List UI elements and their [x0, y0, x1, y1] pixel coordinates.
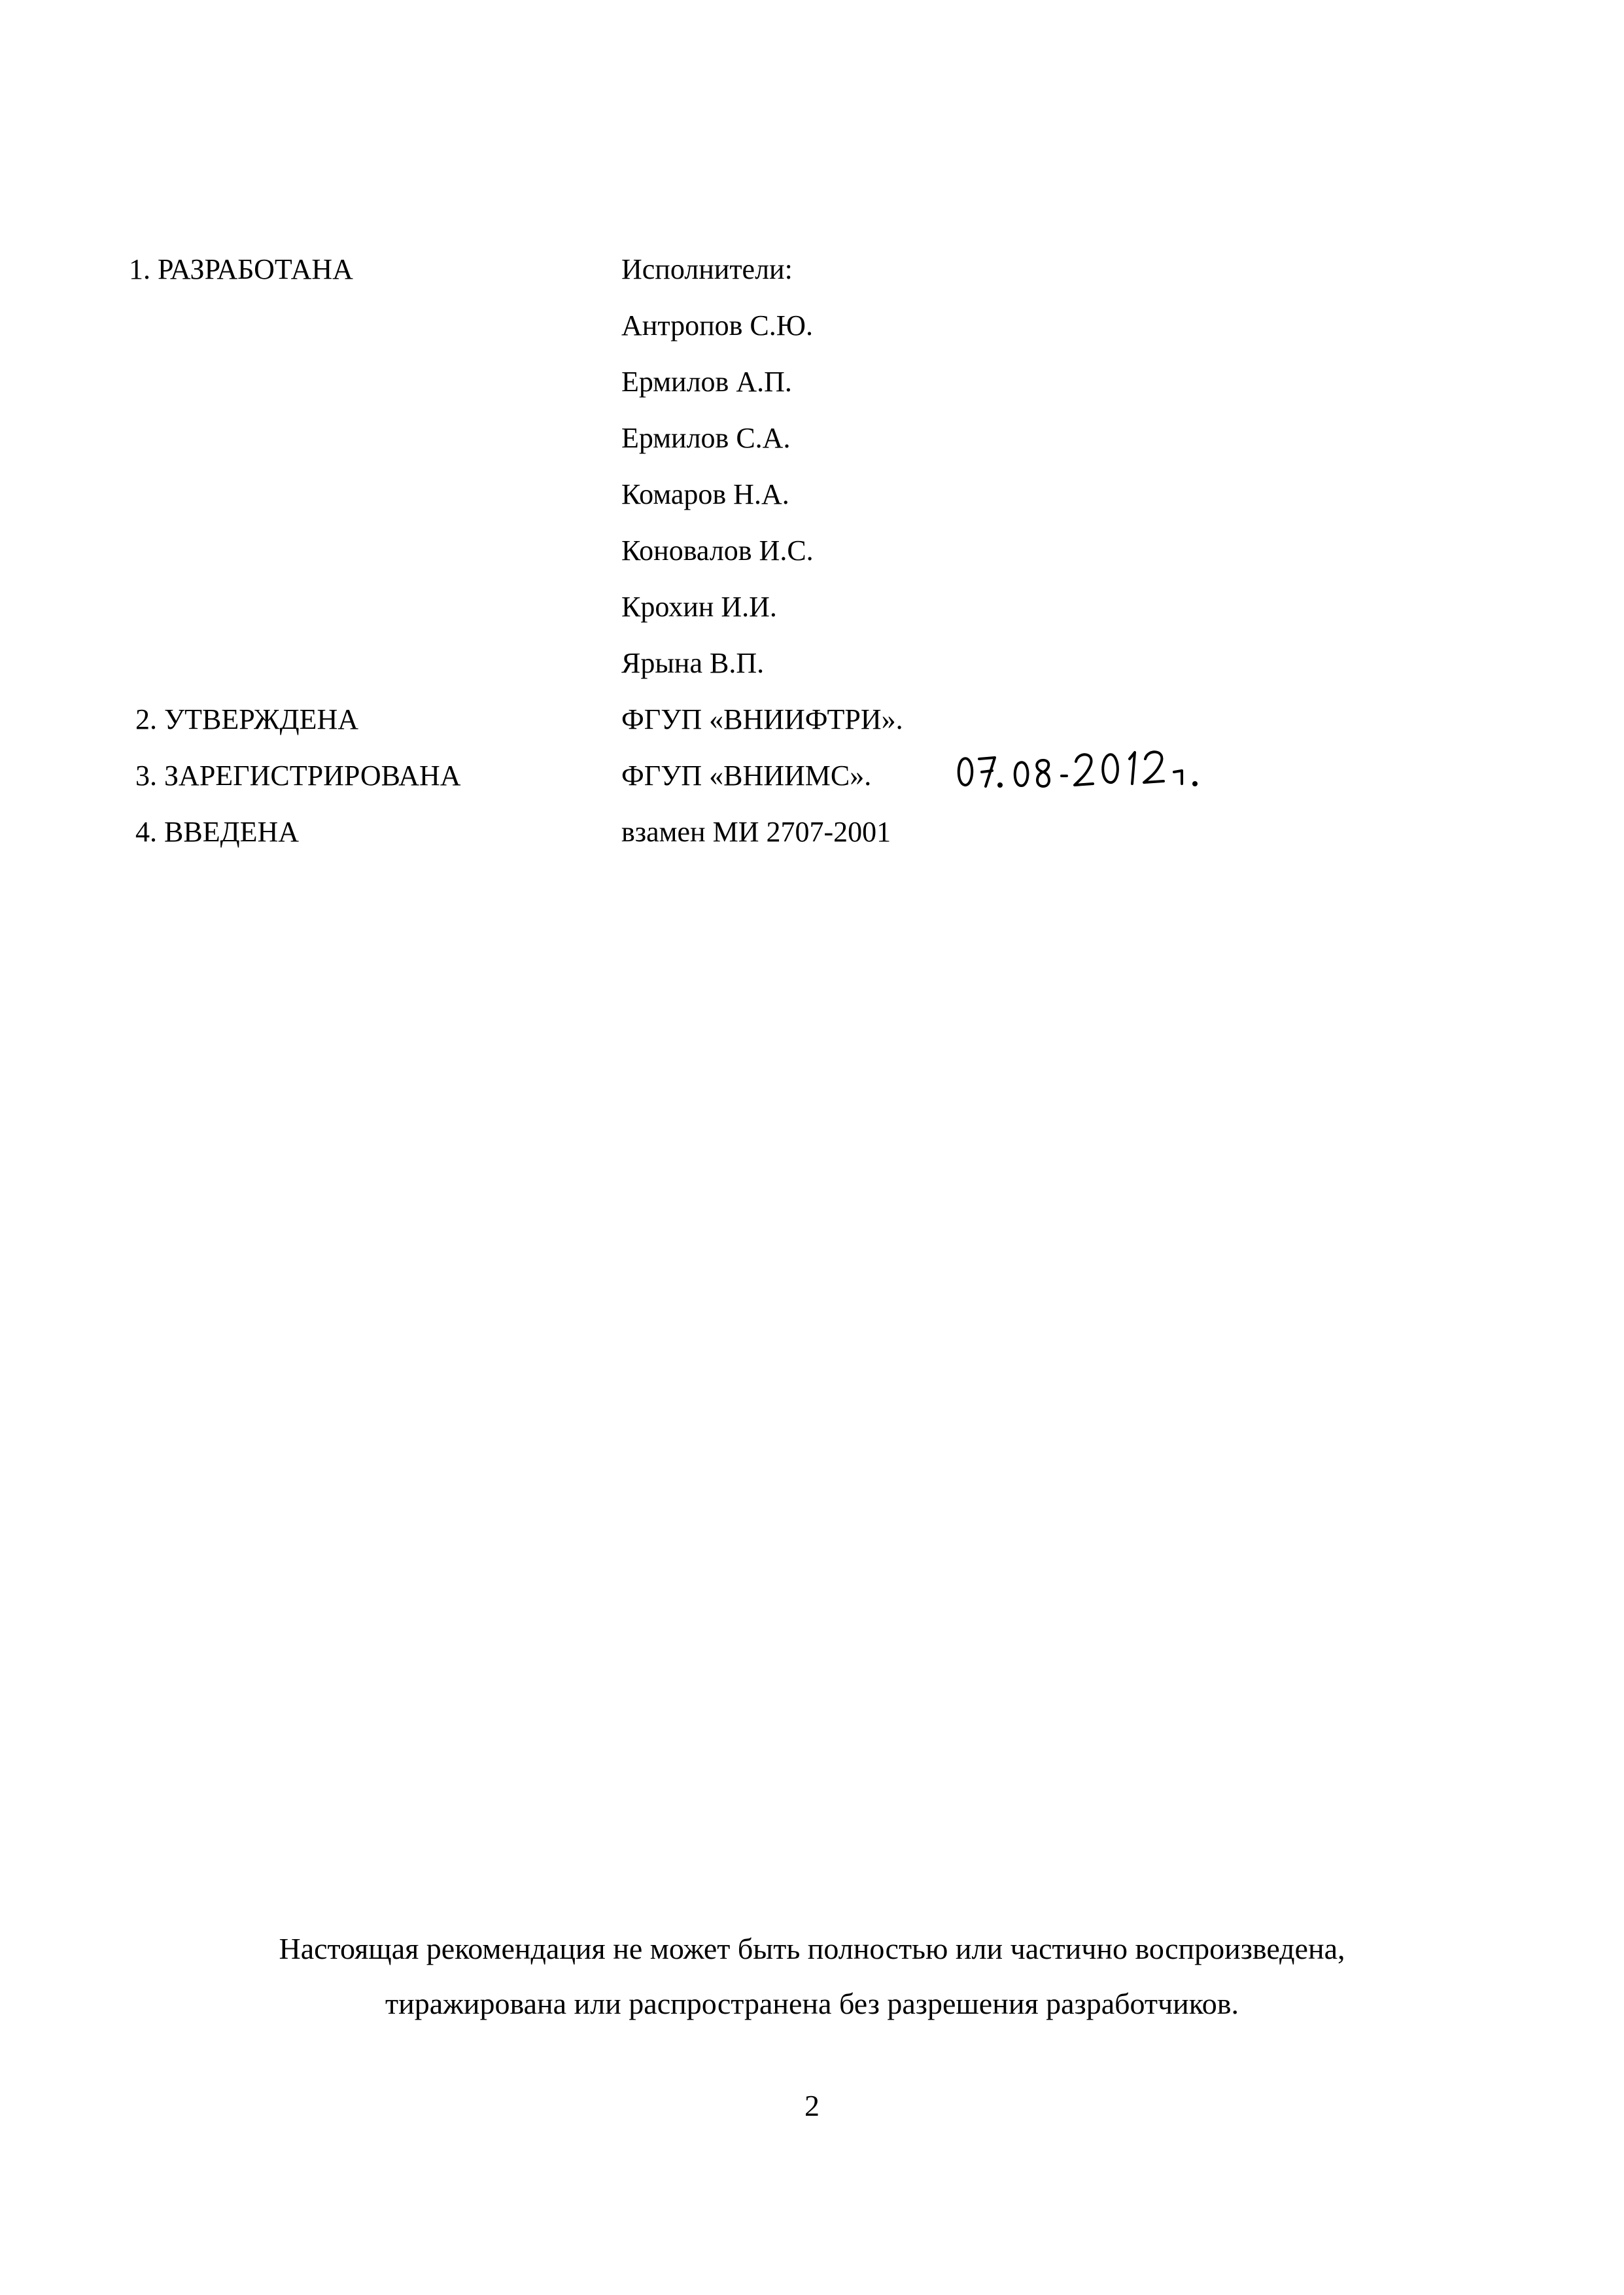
notice-line-1: Настоящая рекомендация не может быть полностью или частично воспроизведена, [279, 1932, 1345, 1965]
performer-name: Антропов С.Ю. [621, 309, 813, 342]
section-2-value: ФГУП «ВНИИФТРИ». [621, 703, 903, 735]
performer-name: Коновалов И.С. [621, 534, 814, 567]
performers-heading: Исполнители: [621, 253, 793, 285]
section-4-label: 4. ВВЕДЕНА [135, 816, 300, 848]
performer-name: Комаров Н.А. [621, 478, 789, 510]
notice-line-2: тиражирована или распространена без разрешения разработчиков. [385, 1987, 1239, 2020]
section-4-value: взамен МИ 2707-2001 [621, 816, 891, 848]
page-number: 2 [804, 2089, 820, 2122]
section-2-label: 2. УТВЕРЖДЕНА [135, 703, 359, 735]
performer-name: Ермилов С.А. [621, 422, 791, 454]
performer-name: Ермилов А.П. [621, 366, 792, 398]
handwritten-date [952, 733, 1213, 792]
section-3-label: 3. ЗАРЕГИСТРИРОВАНА [135, 760, 461, 792]
performer-name: Ярына В.П. [621, 647, 765, 679]
section-3-value: ФГУП «ВНИИМС». [621, 760, 872, 792]
performer-name: Крохин И.И. [621, 591, 777, 623]
section-1-label: 1. РАЗРАБОТАНА [129, 253, 353, 285]
